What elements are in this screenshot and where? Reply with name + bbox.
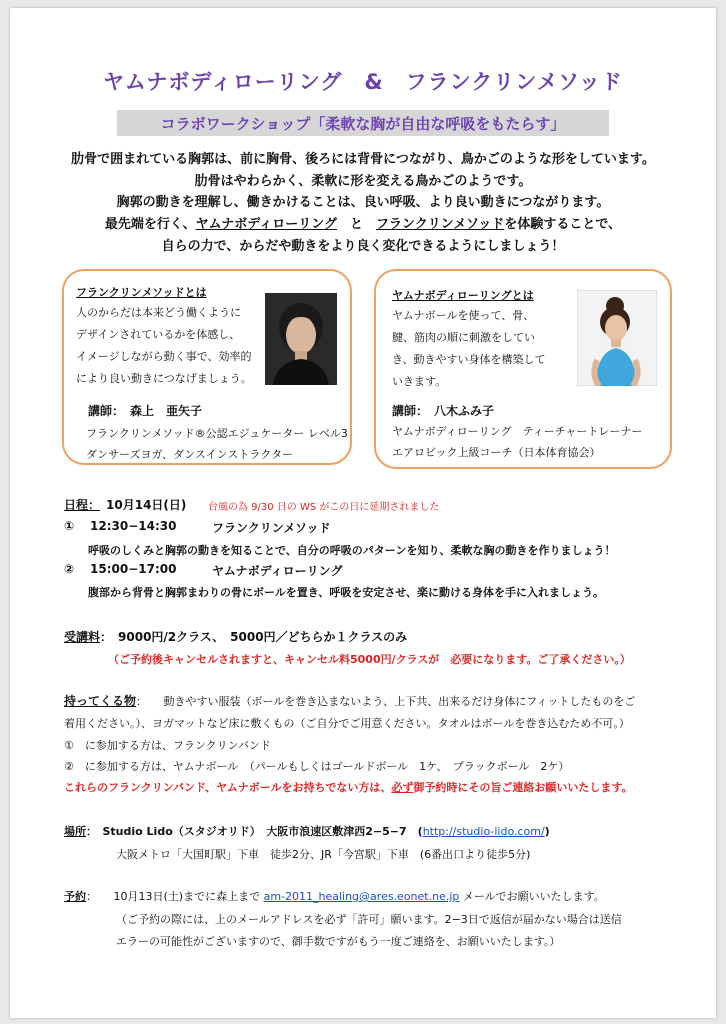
items-warning-c: 御予約時にその旨ご連絡お願いいたします。 (413, 781, 633, 794)
intro-line-1: 肋骨で囲まれている胸郭は、前に胸骨、後ろには背骨につながり、鳥かごのような形をしています。 (71, 152, 655, 167)
items-warning (64, 779, 632, 795)
yamuna-credential-1: ヤムナボディローリング ティーチャートレーナー (392, 425, 643, 438)
venue-label: 場所 (64, 825, 86, 838)
fee-label: 受講料 (64, 630, 101, 644)
venue-text-end: ) (544, 825, 550, 838)
items-label: 持ってくる物 (64, 694, 137, 708)
franklin-credential-2: ダンサーズヨガ、ダンスインストラクター (86, 448, 294, 461)
session-1-time: 12:30−14:30 (90, 519, 177, 533)
intro-line-3: 胸郭の動きを理解し、働きかけることは、良い呼吸、より良い動きにつながります。 (116, 195, 610, 210)
yamuna-teacher: 講師： 八木ふみ子 (392, 404, 495, 418)
portrait-photo-yagi (577, 290, 657, 386)
yamuna-desc-2: 腱、筋肉の順に刺激をしてい (392, 331, 535, 344)
items-warning-emphasis: 必ず (391, 781, 414, 794)
session-2-name: ヤムナボディローリング (212, 564, 343, 578)
session-2-desc: 腹部から背骨と胸郭まわりの骨にボールを置き、呼吸を安定させ、楽に動ける身体を手に入れましょう。 (88, 586, 605, 599)
venue-access: 大阪メトロ「大国町駅」下車 徒歩2分、JR「今宮駅」下車 (6番出口より徒歩5分) (116, 848, 531, 861)
reservation-email-link[interactable]: am-2011_healing@ares.eonet.ne.jp (263, 890, 460, 903)
intro-line-2: 肋骨はやわらかく、柔軟に形を変える鳥かごのようです。 (194, 174, 532, 189)
intro-yamuna-emphasis: ヤムナボディローリング (195, 217, 337, 232)
items-row (64, 692, 635, 709)
reservation-text-a: ： 10月13日(土)までに森上まで (86, 890, 264, 903)
schedule-label: 日程： (64, 498, 101, 512)
franklin-desc-1: 人のからだは本来どう働くように (76, 306, 241, 319)
reservation-note-1: （ご予約の際には、上のメールアドレスを必ず「許可」願います。2−3日で返信が届かない場合は送信 (116, 913, 622, 926)
venue-text: ： Studio Lido（スタジオリド） 大阪市浪速区敷津西2−5−7 ( (86, 825, 423, 838)
session-1-desc: 呼吸のしくみと胸郭の動きを知ることで、自分の呼吸のパターンを知り、柔軟な胸の動きを作りましょう！ (88, 544, 616, 557)
items-warning-a: これらのフランクリンバンド、ヤムナボールをお持ちでない方は、 (64, 781, 392, 794)
yamuna-desc-3: き、動きやすい身体を構築して (392, 353, 546, 366)
page-subtitle: コラボワークショップ「柔軟な胸が自由な呼吸をもたらす」 (160, 115, 566, 133)
reservation-label: 予約 (64, 890, 86, 903)
schedule-row (64, 496, 186, 513)
page-title: ヤムナボディローリング & フランクリンメソッド (103, 70, 623, 94)
session-1-num: ① (64, 519, 75, 533)
intro-line-4-e: を体験することで、 (504, 217, 622, 232)
items-line-2: 着用ください。）、ヨガマットなど床に敷くもの（ご自分でご用意ください。タオルはボールを巻き込むため不可。） (64, 717, 630, 730)
portrait-photo-morikami (265, 293, 337, 385)
session-2-time: 15:00−17:00 (90, 562, 177, 576)
franklin-teacher: 講師： 森上 亜矢子 (88, 404, 203, 418)
intro-line-4 (0, 213, 726, 232)
postponement-notice: 台風の為 9/30 日の WS がこの日に延期されました (208, 502, 440, 513)
venue-website-link[interactable]: http://studio-lido.com/ (422, 825, 545, 838)
session-2-num: ② (64, 562, 75, 576)
franklin-desc-4: により良い動きにつなげましょう。 (76, 372, 252, 385)
fee-text: ： 9000円/2クラス、 5000円／どちらか１クラスのみ (100, 630, 408, 644)
reservation-note-2: エラーの可能性がございますので、御手数ですがもう一度ご連絡を、お願いいたします。） (116, 935, 561, 948)
yamuna-heading: ヤムナボディローリングとは (392, 289, 534, 302)
intro-line-4-a: 最先端を行く、 (104, 217, 196, 232)
fee-row (64, 628, 407, 645)
items-line-4: ② に参加する方は、ヤムナボール （パールもしくはゴールドボール 1ケ、 ブラックボール 2ケ） (64, 760, 570, 773)
reservation-row (64, 888, 605, 904)
venue-row (64, 823, 550, 839)
franklin-heading: フランクリンメソッドとは (76, 286, 207, 299)
items-line-3: ① に参加する方は、フランクリンバンド (64, 739, 271, 752)
schedule-date: 10月14日(日) (106, 498, 187, 512)
intro-franklin-emphasis: フランクリンメソッド (376, 217, 505, 232)
franklin-desc-3: イメージしながら動く事で、効率的 (76, 350, 252, 363)
franklin-credential-1: フランクリンメソッド®公認エジュケーター レベル3 (86, 427, 348, 440)
session-1-name: フランクリンメソッド (212, 521, 331, 535)
intro-line-5: 自らの力で、からだや動きをより良く変化できるようにしましょう！ (161, 239, 565, 254)
intro-line-4-c: と (336, 217, 376, 232)
items-line-1: ： 動きやすい服装（ボールを巻き込まないよう、上下共、出来るだけ身体にフィットしたものをご (136, 695, 636, 708)
franklin-desc-2: デザインされているかを体感し、 (76, 328, 241, 341)
yamuna-credential-2: エアロビック上級コーチ（日本体育協会） (392, 446, 601, 459)
reservation-text-b: メールでお願いいたします。 (459, 890, 605, 903)
yamuna-desc-4: いきます。 (392, 375, 447, 388)
cancellation-warning: （ご予約後キャンセルされますと、キャンセル料5000円/クラスが 必要になります。ご了承ください。） (108, 653, 631, 666)
yamuna-desc-1: ヤムナボールを使って、骨、 (392, 309, 535, 322)
